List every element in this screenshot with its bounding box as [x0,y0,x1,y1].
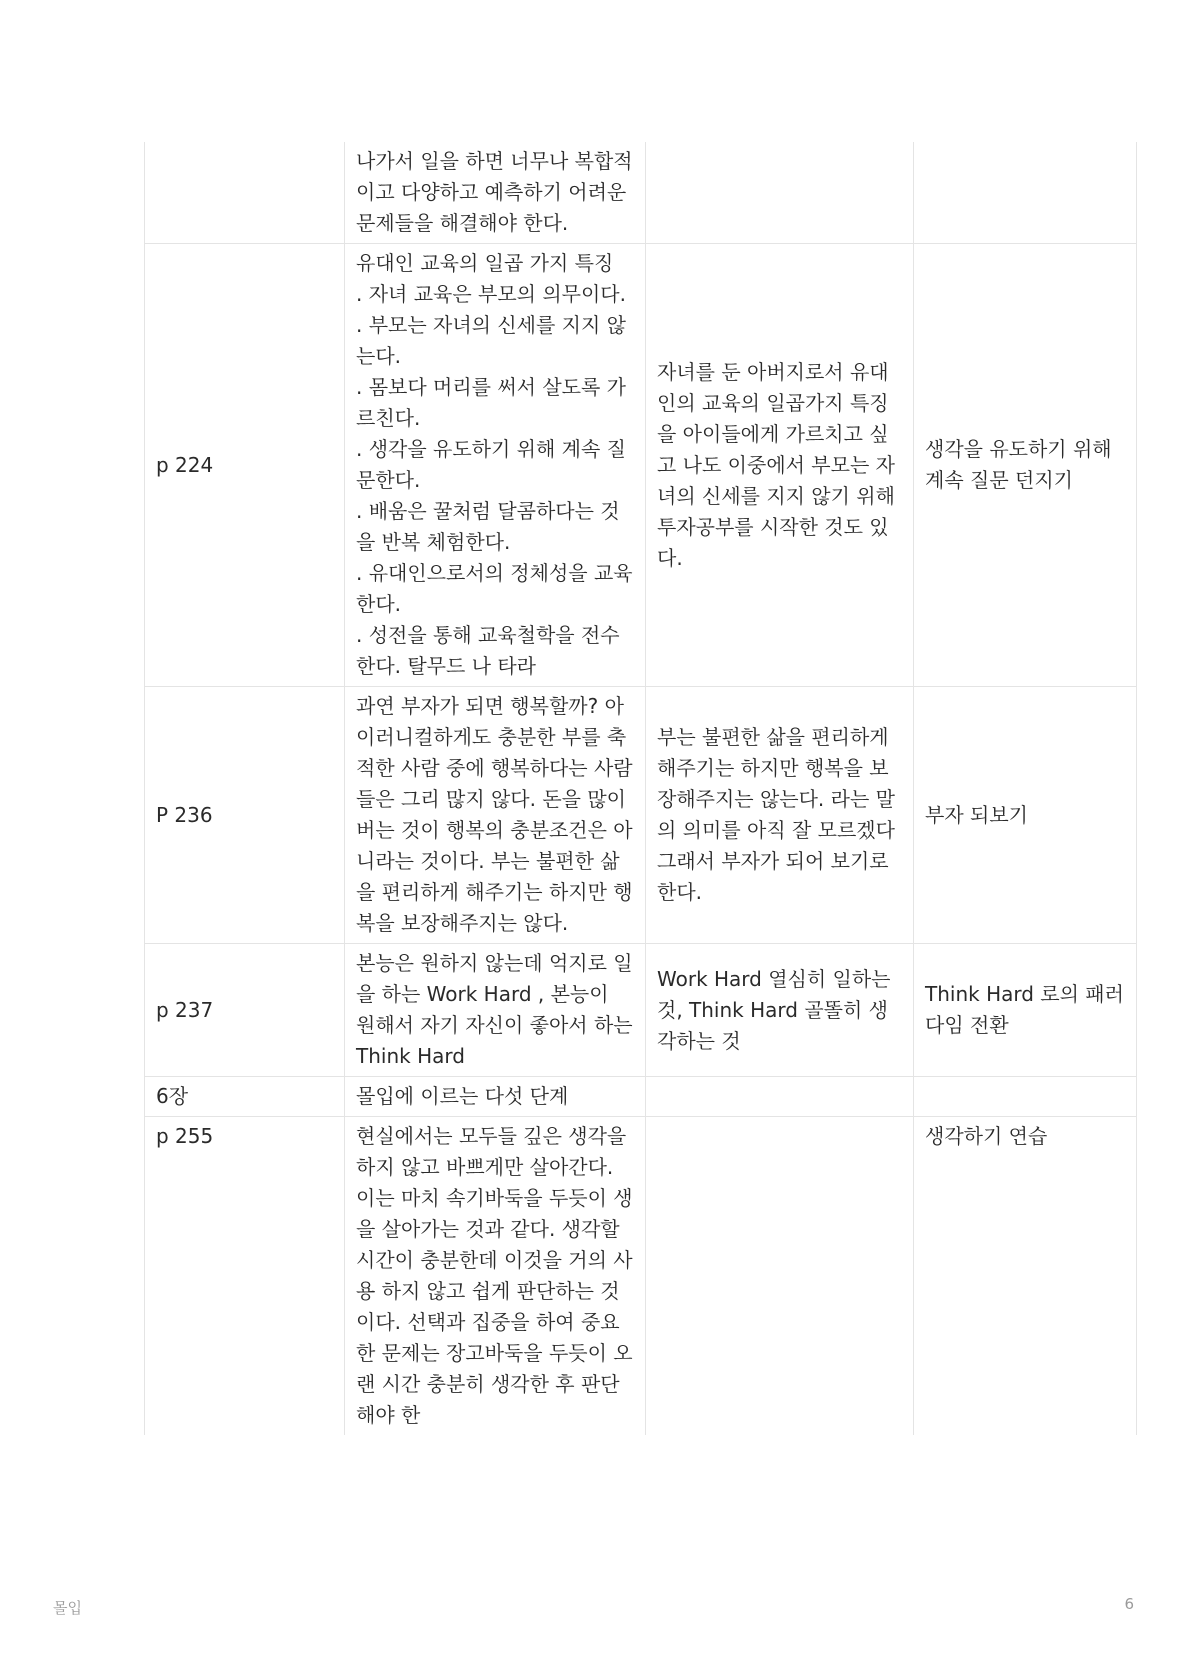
footer-page-number: 6 [1124,1595,1134,1613]
quote-cell: 유대인 교육의 일곱 가지 특징 . 자녀 교육은 부모의 의무이다. . 부모는 자녀의 신세를 지지 않는다. . 몸보다 머리를 써서 살도록 가르친다. . 생각을 유도하기 위해 계속 질문한다. . 배움은 꿀처럼 달콤하다는 것을 반복 체험한다. . 유대인으로서의 정체성을 교육한다. . 성전을 통해 교육철학을 전수한다. 탈무드 나 타라 [345,244,646,687]
reading-notes-table [144,142,1137,1435]
table-row [145,687,1137,944]
quote-cell: 나가서 일을 하면 너무나 복합적이고 다양하고 예측하기 어려운 문제들을 해결해야 한다. [345,142,646,244]
action-cell: 생각을 유도하기 위해 계속 질문 던지기 [914,244,1137,687]
chapter-cell: 6장 [145,1077,345,1117]
page-ref-cell: p 255 [145,1117,345,1436]
table-row [145,244,1137,687]
page-ref-cell: p 224 [145,244,345,687]
thought-cell [646,1117,914,1436]
quote-cell: 과연 부자가 되면 행복할까? 아이러니컬하게도 충분한 부를 축적한 사람 중에 행복하다는 사람들은 그리 많지 않다. 돈을 많이 버는 것이 행복의 충분조건은 아니라는 것이다. 부는 불편한 삶을 편리하게 해주기는 하지만 행복을 보장해주지는 않다. [345,687,646,944]
table-row [145,1077,1137,1117]
thought-cell: Work Hard 열심히 일하는것, Think Hard 골똘히 생각하는 것 [646,944,914,1077]
page-ref-cell [145,142,345,244]
quote-cell: 현실에서는 모두들 깊은 생각을 하지 않고 바쁘게만 살아간다. 이는 마치 속기바둑을 두듯이 생을 살아가는 것과 같다. 생각할 시간이 충분한데 이것을 거의 사용 하지 않고 쉽게 판단하는 것이다. 선택과 집중을 하여 중요한 문제는 장고바둑을 두듯이 오랜 시간 충분히 생각한 후 판단해야 한 [345,1117,646,1436]
table-row [145,944,1137,1077]
thought-cell [646,142,914,244]
page-ref-cell: P 236 [145,687,345,944]
thought-cell: 자녀를 둔 아버지로서 유대인의 교육의 일곱가지 특징을 아이들에게 가르치고 싶고 나도 이중에서 부모는 자녀의 신세를 지지 않기 위해 투자공부를 시작한 것도 있다. [646,244,914,687]
thought-cell: 부는 불편한 삶을 편리하게 해주기는 하지만 행복을 보장해주지는 않는다. 라는 말의 의미를 아직 잘 모르겠다 그래서 부자가 되어 보기로 한다. [646,687,914,944]
action-cell: 생각하기 연습 [914,1117,1137,1436]
thought-cell [646,1077,914,1117]
action-cell [914,142,1137,244]
table-row [145,1117,1137,1436]
footer-document-title: 몰입 [53,1599,82,1617]
chapter-title-cell: 몰입에 이르는 다섯 단계 [345,1077,646,1117]
action-cell: Think Hard 로의 패러다임 전환 [914,944,1137,1077]
page-ref-cell: p 237 [145,944,345,1077]
quote-cell: 본능은 원하지 않는데 억지로 일을 하는 Work Hard , 본능이 원해서 자기 자신이 좋아서 하는 Think Hard [345,944,646,1077]
action-cell [914,1077,1137,1117]
table-row [145,142,1137,244]
action-cell: 부자 되보기 [914,687,1137,944]
